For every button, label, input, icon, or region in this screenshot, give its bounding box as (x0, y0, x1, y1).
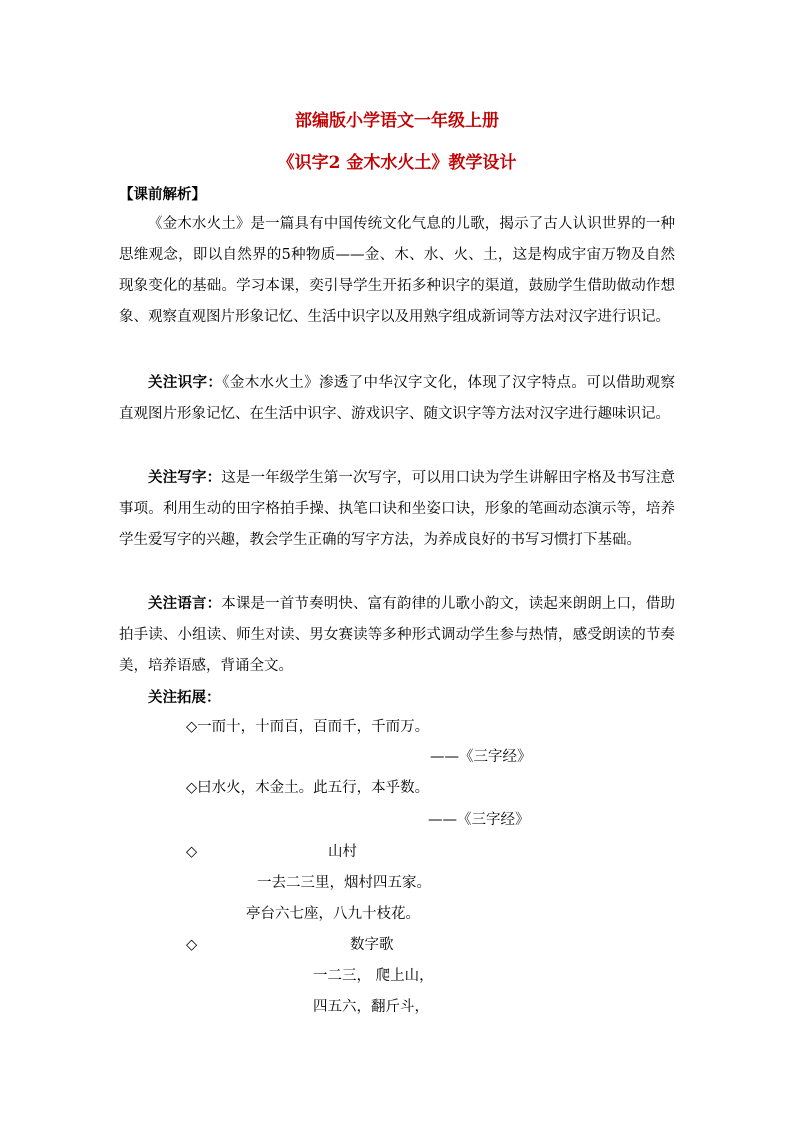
poem-line-1: 一去二三里，烟村四五家。 (257, 875, 431, 891)
poem-title: 山村 (328, 844, 357, 860)
document-title: 部编版小学语文一年级上册 (295, 111, 499, 131)
xiezi-label: 关注写字： (148, 469, 222, 486)
tuozhan-label: 关注拓展： (148, 689, 221, 706)
poem-marker: ◇ (186, 844, 198, 860)
extension-item-2: ◇曰水火，木金土。此五行，本乎数。 (186, 780, 430, 796)
extension-source-2: ——《三字经》 (428, 812, 530, 828)
shizi-text: 《金木水火土》渗透了中华汉字文化，体现了汉字特点。可以借助观察直观图片形象记忆、在生活中识字、游戏识字、随文识字等方法对汉字进行趣味识记。 (119, 375, 675, 422)
yuyan-text: 本课是一首节奏明快、富有韵律的儿歌小韵文，读起来朗朗上口，借助拍手读、小组读、师生对读、男女赛读等多种形式调动学生参与热情，感受朗读的节奏美，培养语感，背诵全文。 (119, 596, 676, 674)
document-subtitle: 《识字2 金木水火土》教学设计 (277, 153, 517, 173)
section-heading: 【课前解析】 (119, 186, 206, 203)
shizi-paragraph (119, 367, 675, 430)
yuyan-label: 关注语言： (148, 595, 222, 612)
shizi-label: 关注识字： (148, 374, 223, 391)
song-line-1: 一二三， 爬上山， (313, 968, 434, 984)
xiezi-text: 这是一年级学生第一次写字，可以用口诀为学生讲解田字格及书写注意事项。利用生动的田字格拍手操、执笔口诀和坐姿口诀，形象的笔画动态演示等，培养学生爱写字的兴趣，教会学生正确的写字方法，为养成良好的书写习惯打下基础。 (119, 470, 676, 548)
extension-item-1: ◇一而十，十而百，百而千，千而万。 (186, 719, 430, 735)
poem-line-2: 亭台六七座，八九十枝花。 (246, 906, 420, 922)
song-title: 数字歌 (350, 937, 394, 953)
yuyan-paragraph (119, 588, 675, 682)
extension-source-1: ——《三字经》 (430, 749, 532, 765)
song-marker: ◇ (186, 937, 198, 953)
song-line-2: 四五六，翻斤斗， (313, 999, 429, 1015)
xiezi-paragraph (119, 462, 675, 556)
intro-text: 《金木水火土》是一篇具有中国传统文化气息的儿歌，揭示了古人认识世界的一种思维观念，即以自然界的5种物质——金、木、水、火、土，这是构成宇宙万物及自然现象变化的基础。学习本课，奕引导学生开拓多种识字的渠道，鼓励学生借助做动作想象、观察直观图片形象记忆、生活中识字以及用熟字组成新词等方法对汉字进行识记。 (119, 216, 675, 325)
intro-paragraph (119, 209, 675, 333)
